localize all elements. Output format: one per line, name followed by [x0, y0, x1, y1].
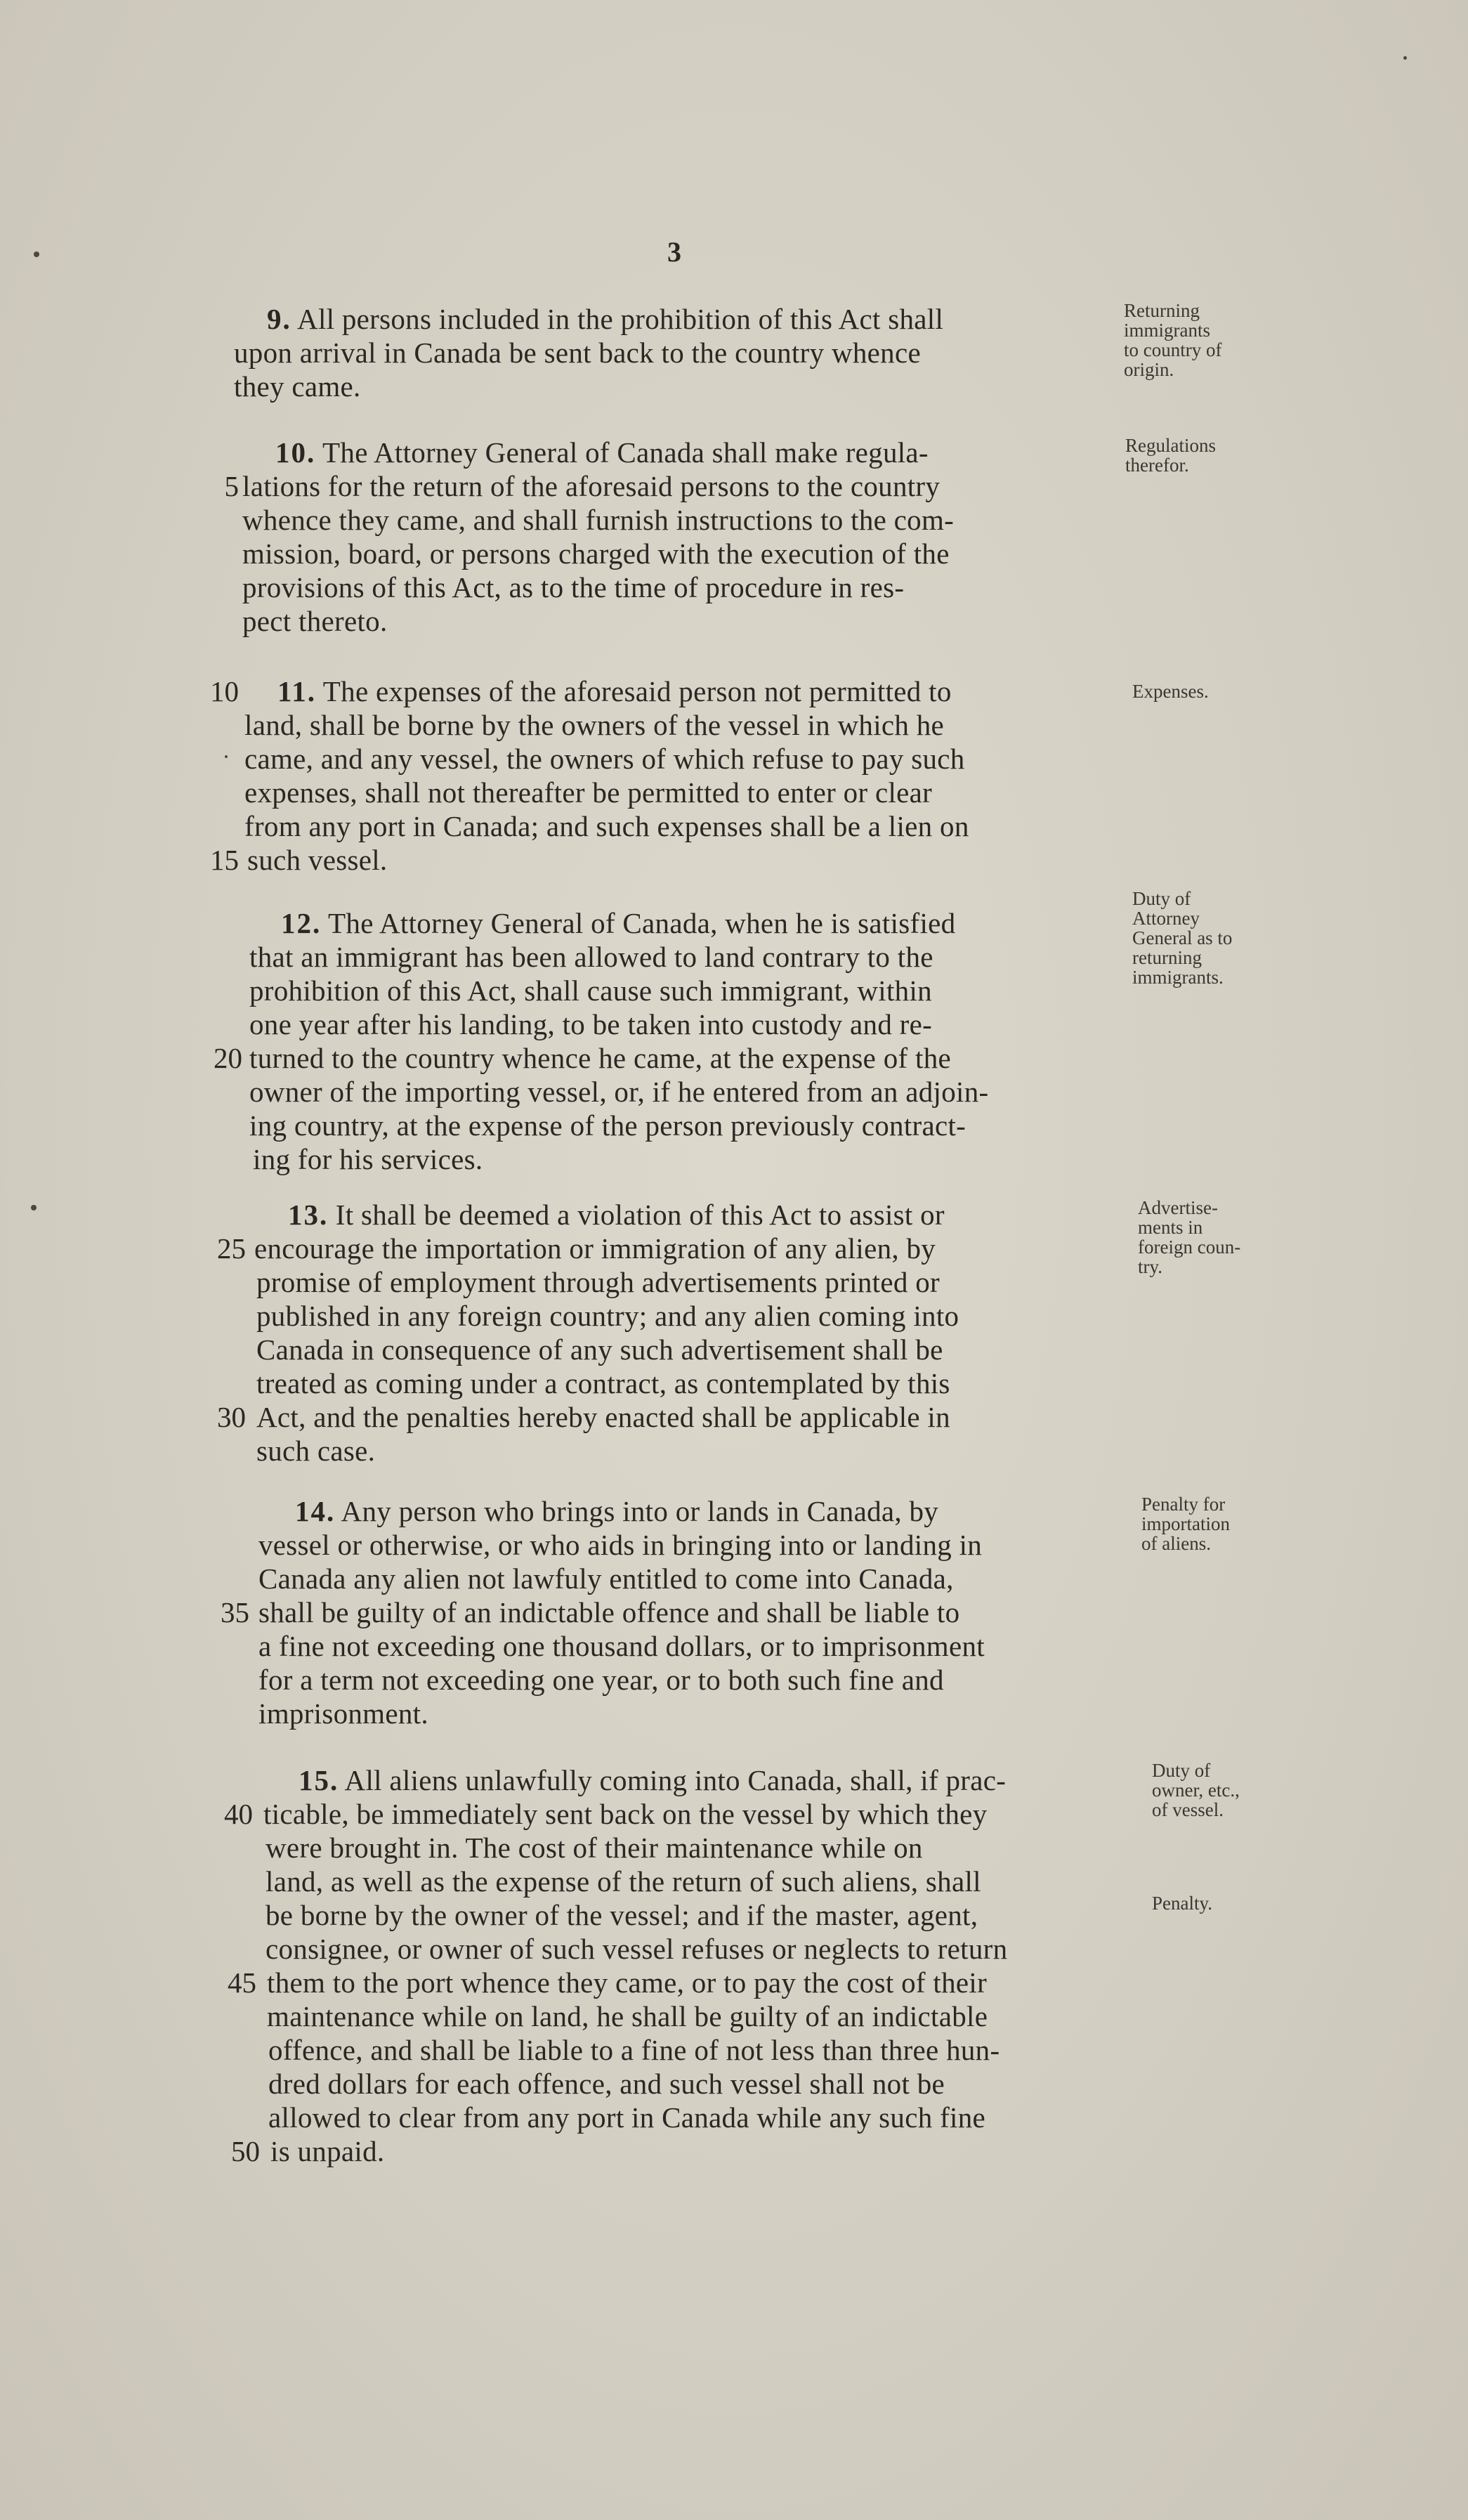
section-line: that an immigrant has been allowed to land contrary to the: [249, 941, 933, 973]
section-line: Act, and the penalties hereby enacted shall be applicable in: [256, 1401, 950, 1433]
line-number: 45: [228, 1966, 256, 1999]
section-line: 14. Any person who brings into or lands in Canada, by: [295, 1495, 939, 1527]
section-number: 9.: [267, 303, 291, 335]
section-line: were brought in. The cost of their maintenance while on: [266, 1832, 923, 1864]
line-number: 35: [221, 1596, 249, 1628]
line-number: 50: [231, 2135, 260, 2167]
line-number: 40: [224, 1798, 253, 1830]
section-line: mission, board, or persons charged with the execution of the: [242, 537, 950, 570]
section-line: 13. It shall be deemed a violation of this Act to assist or: [288, 1199, 945, 1231]
section-line: such case.: [256, 1435, 376, 1467]
section-line: ing for his services.: [253, 1143, 483, 1175]
section-number: 14.: [295, 1495, 336, 1527]
section-number: 12.: [281, 907, 322, 939]
section-line: a fine not exceeding one thousand dollars, or to imprisonment: [258, 1630, 985, 1662]
section-line: treated as coming under a contract, as contemplated by this: [256, 1367, 950, 1399]
section-line: be borne by the owner of the vessel; and if the master, agent,: [266, 1899, 978, 1931]
section-line: turned to the country whence he came, at the expense of the: [249, 1042, 952, 1074]
section-line: Canada in consequence of any such advertisement shall be: [256, 1333, 943, 1366]
section-line: vessel or otherwise, or who aids in bringing into or landing in: [258, 1529, 983, 1561]
section-line: from any port in Canada; and such expenses shall be a lien on: [244, 810, 969, 842]
scan-speck: [34, 252, 39, 257]
section-line: ticable, be immediately sent back on the vessel by which they: [263, 1798, 988, 1830]
margin-note: Expenses.: [1132, 681, 1209, 702]
line-number: 30: [217, 1401, 246, 1433]
section-number: 11.: [277, 675, 316, 707]
scan-speck: [31, 1205, 37, 1210]
line-number: 10: [210, 675, 239, 707]
section-line: 9. All persons included in the prohibition of this Act shall: [267, 303, 944, 335]
section-line: for a term not exceeding one year, or to both such fine and: [258, 1664, 944, 1696]
margin-note: Penalty for importation of aliens.: [1141, 1494, 1230, 1554]
section-line: owner of the importing vessel, or, if he entered from an adjoin-: [249, 1076, 989, 1108]
section-line: lations for the return of the aforesaid persons to the country: [242, 470, 941, 502]
page-number: 3: [667, 236, 681, 268]
section-line: came, and any vessel, the owners of which refuse to pay such: [244, 743, 965, 775]
section-line: them to the port whence they came, or to pay the cost of their: [267, 1966, 988, 1999]
scan-speck: [225, 755, 228, 758]
scan-speck: [1403, 56, 1407, 60]
section-number: 15.: [299, 1764, 339, 1796]
section-line: encourage the importation or immigration of any alien, by: [254, 1232, 936, 1265]
section-line: 11. The expenses of the aforesaid person not permitted to: [277, 675, 952, 707]
margin-note: Penalty.: [1152, 1893, 1212, 1914]
section-line: published in any foreign country; and any alien coming into: [256, 1300, 959, 1332]
section-line: land, as well as the expense of the return of such aliens, shall: [266, 1865, 981, 1898]
section-line: whence they came, and shall furnish instructions to the com-: [242, 504, 955, 536]
margin-note: Duty of owner, etc., of vessel.: [1152, 1760, 1240, 1820]
section-line: such vessel.: [247, 844, 388, 876]
section-line: promise of employment through advertisements printed or: [256, 1266, 940, 1298]
section-line: Canada any alien not lawfuly entitled to come into Canada,: [258, 1562, 954, 1595]
section-line: allowed to clear from any port in Canada while any such fine: [268, 2101, 986, 2134]
section-line: imprisonment.: [258, 1697, 428, 1730]
section-line: maintenance while on land, he shall be guilty of an indictable: [267, 2000, 988, 2032]
line-number: 20: [214, 1042, 242, 1074]
margin-note: Returning immigrants to country of origin.: [1124, 300, 1222, 380]
margin-note: Duty of Attorney General as to returning immigrants.: [1132, 888, 1233, 988]
margin-note: Regulations therefor.: [1125, 435, 1216, 476]
section-line: 12. The Attorney General of Canada, when he is satisfied: [281, 907, 956, 939]
section-line: 10. The Attorney General of Canada shall make regula-: [275, 436, 929, 469]
section-line: offence, and shall be liable to a fine of not less than three hun-: [268, 2034, 1000, 2066]
section-line: prohibition of this Act, shall cause such immigrant, within: [249, 974, 932, 1007]
section-line: land, shall be borne by the owners of the vessel in which he: [244, 709, 945, 741]
section-line: provisions of this Act, as to the time of procedure in res-: [242, 571, 905, 603]
section-line: pect thereto.: [242, 605, 388, 637]
section-line: upon arrival in Canada be sent back to the country whence: [234, 337, 921, 369]
section-line: shall be guilty of an indictable offence and shall be liable to: [258, 1596, 960, 1628]
section-number: 10.: [275, 436, 316, 469]
line-number: 25: [217, 1232, 246, 1265]
line-number: 15: [210, 844, 239, 876]
line-number: 5: [224, 470, 239, 502]
section-line: expenses, shall not thereafter be permitted to enter or clear: [244, 776, 933, 809]
section-line: one year after his landing, to be taken into custody and re-: [249, 1008, 933, 1040]
section-line: dred dollars for each offence, and such vessel shall not be: [268, 2068, 945, 2100]
section-line: ing country, at the expense of the person previously contract-: [249, 1109, 966, 1142]
section-line: consignee, or owner of such vessel refuses or neglects to return: [266, 1933, 1008, 1965]
margin-note: Advertise- ments in foreign coun- try.: [1138, 1197, 1241, 1277]
section-line: they came.: [234, 370, 361, 403]
section-number: 13.: [288, 1199, 329, 1231]
section-line: is unpaid.: [270, 2135, 385, 2167]
section-line: 15. All aliens unlawfully coming into Canada, shall, if prac-: [299, 1764, 1007, 1796]
